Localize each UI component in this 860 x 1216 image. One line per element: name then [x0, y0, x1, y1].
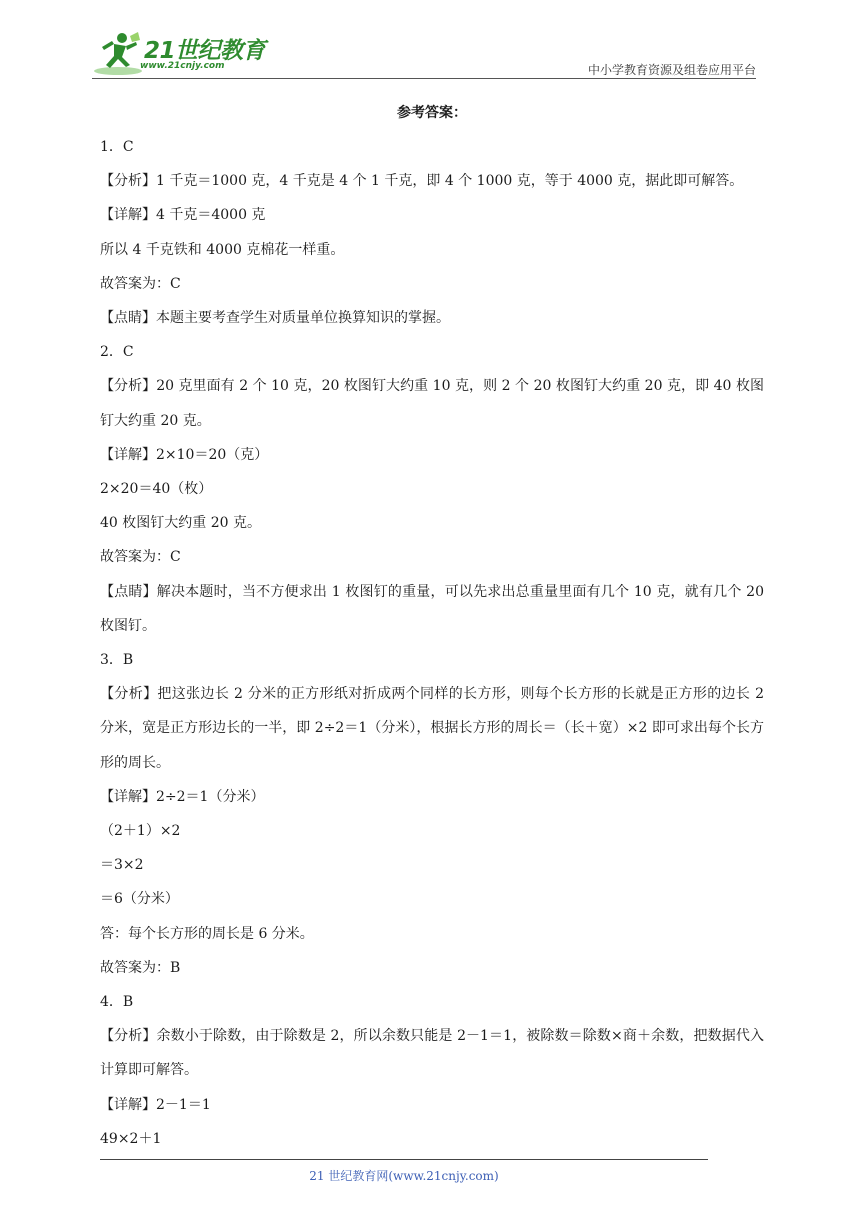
runner-logo-icon — [92, 30, 142, 78]
answer-line: 【分析】余数小于除数，由于除数是 2，所以余数只能是 2－1＝1，被除数＝除数×商＋余数，把数据代入计算即可解答。 — [100, 1028, 764, 1079]
answer-line: 4．B — [100, 994, 134, 1011]
answer-line: ＝6（分米） — [100, 891, 179, 908]
footer-divider — [100, 1159, 708, 1160]
answer-line: 2．C — [100, 344, 134, 361]
answer-line: 【分析】把这张边长 2 分米的正方形纸对折成两个同样的长方形，则每个长方形的长就是正方形的边长 2 分米，宽是正方形边长的一半，即 2÷2＝1（分米），根据长方形的周长＝（长＋宽）×2 即可求出每个长方形的周长。 — [100, 686, 764, 771]
platform-name: 中小学教育资源及组卷应用平台 — [587, 63, 756, 77]
answer-line: 【点睛】本题主要考查学生对质量单位换算知识的掌握。 — [100, 310, 450, 327]
answer-line: 【详解】2－1＝1 — [100, 1096, 211, 1113]
answer-line: 1．C — [100, 139, 134, 155]
answer-line: （2＋1）×2 — [100, 823, 181, 840]
answer-line: 【点睛】解决本题时，当不方便求出 1 枚图钉的重量，可以先求出总重量里面有几个 10 克，就有几个 20 枚图钉。 — [100, 583, 764, 634]
answer-line: 故答案为：B — [100, 959, 181, 976]
answer-line: 【详解】2×10＝20（克） — [100, 446, 269, 463]
answer-line: 【详解】4 千克＝4000 克 — [100, 207, 266, 224]
site-logo — [92, 30, 267, 80]
footer-link[interactable]: 21 世纪教育网(www.21cnjy.com) — [309, 1169, 499, 1183]
answer-line: 40 枚图钉大约重 20 克。 — [100, 515, 261, 532]
answer-content — [100, 96, 764, 1156]
answer-line: 答：每个长方形的周长是 6 分米。 — [100, 925, 314, 942]
answer-line: 2×20＝40（枚） — [100, 481, 213, 498]
answer-line: 3．B — [100, 652, 134, 669]
answer-line: 【分析】1 千克＝1000 克，4 千克是 4 个 1 千克，即 4 个 1000 克，等于 4000 克，据此即可解答。 — [100, 173, 744, 190]
answer-line: 所以 4 千克铁和 4000 克棉花一样重。 — [100, 241, 345, 258]
section-title: 参考答案： — [397, 105, 467, 121]
logo-url: www.21cnjy.com — [140, 61, 225, 71]
answer-line: ＝3×2 — [100, 857, 144, 874]
logo-text: 21世纪教育 — [144, 38, 266, 64]
answer-line: 49×2＋1 — [100, 1130, 162, 1147]
answer-line: 故答案为：C — [100, 275, 181, 292]
answer-line: 【分析】20 克里面有 2 个 10 克，20 枚图钉大约重 10 克，则 2 个 20 枚图钉大约重 20 克，即 40 枚图钉大约重 20 克。 — [100, 378, 764, 429]
answer-line: 【详解】2÷2＝1（分米） — [100, 788, 265, 805]
page-header — [92, 30, 756, 80]
answer-line: 故答案为：C — [100, 549, 181, 566]
header-divider — [92, 78, 756, 79]
